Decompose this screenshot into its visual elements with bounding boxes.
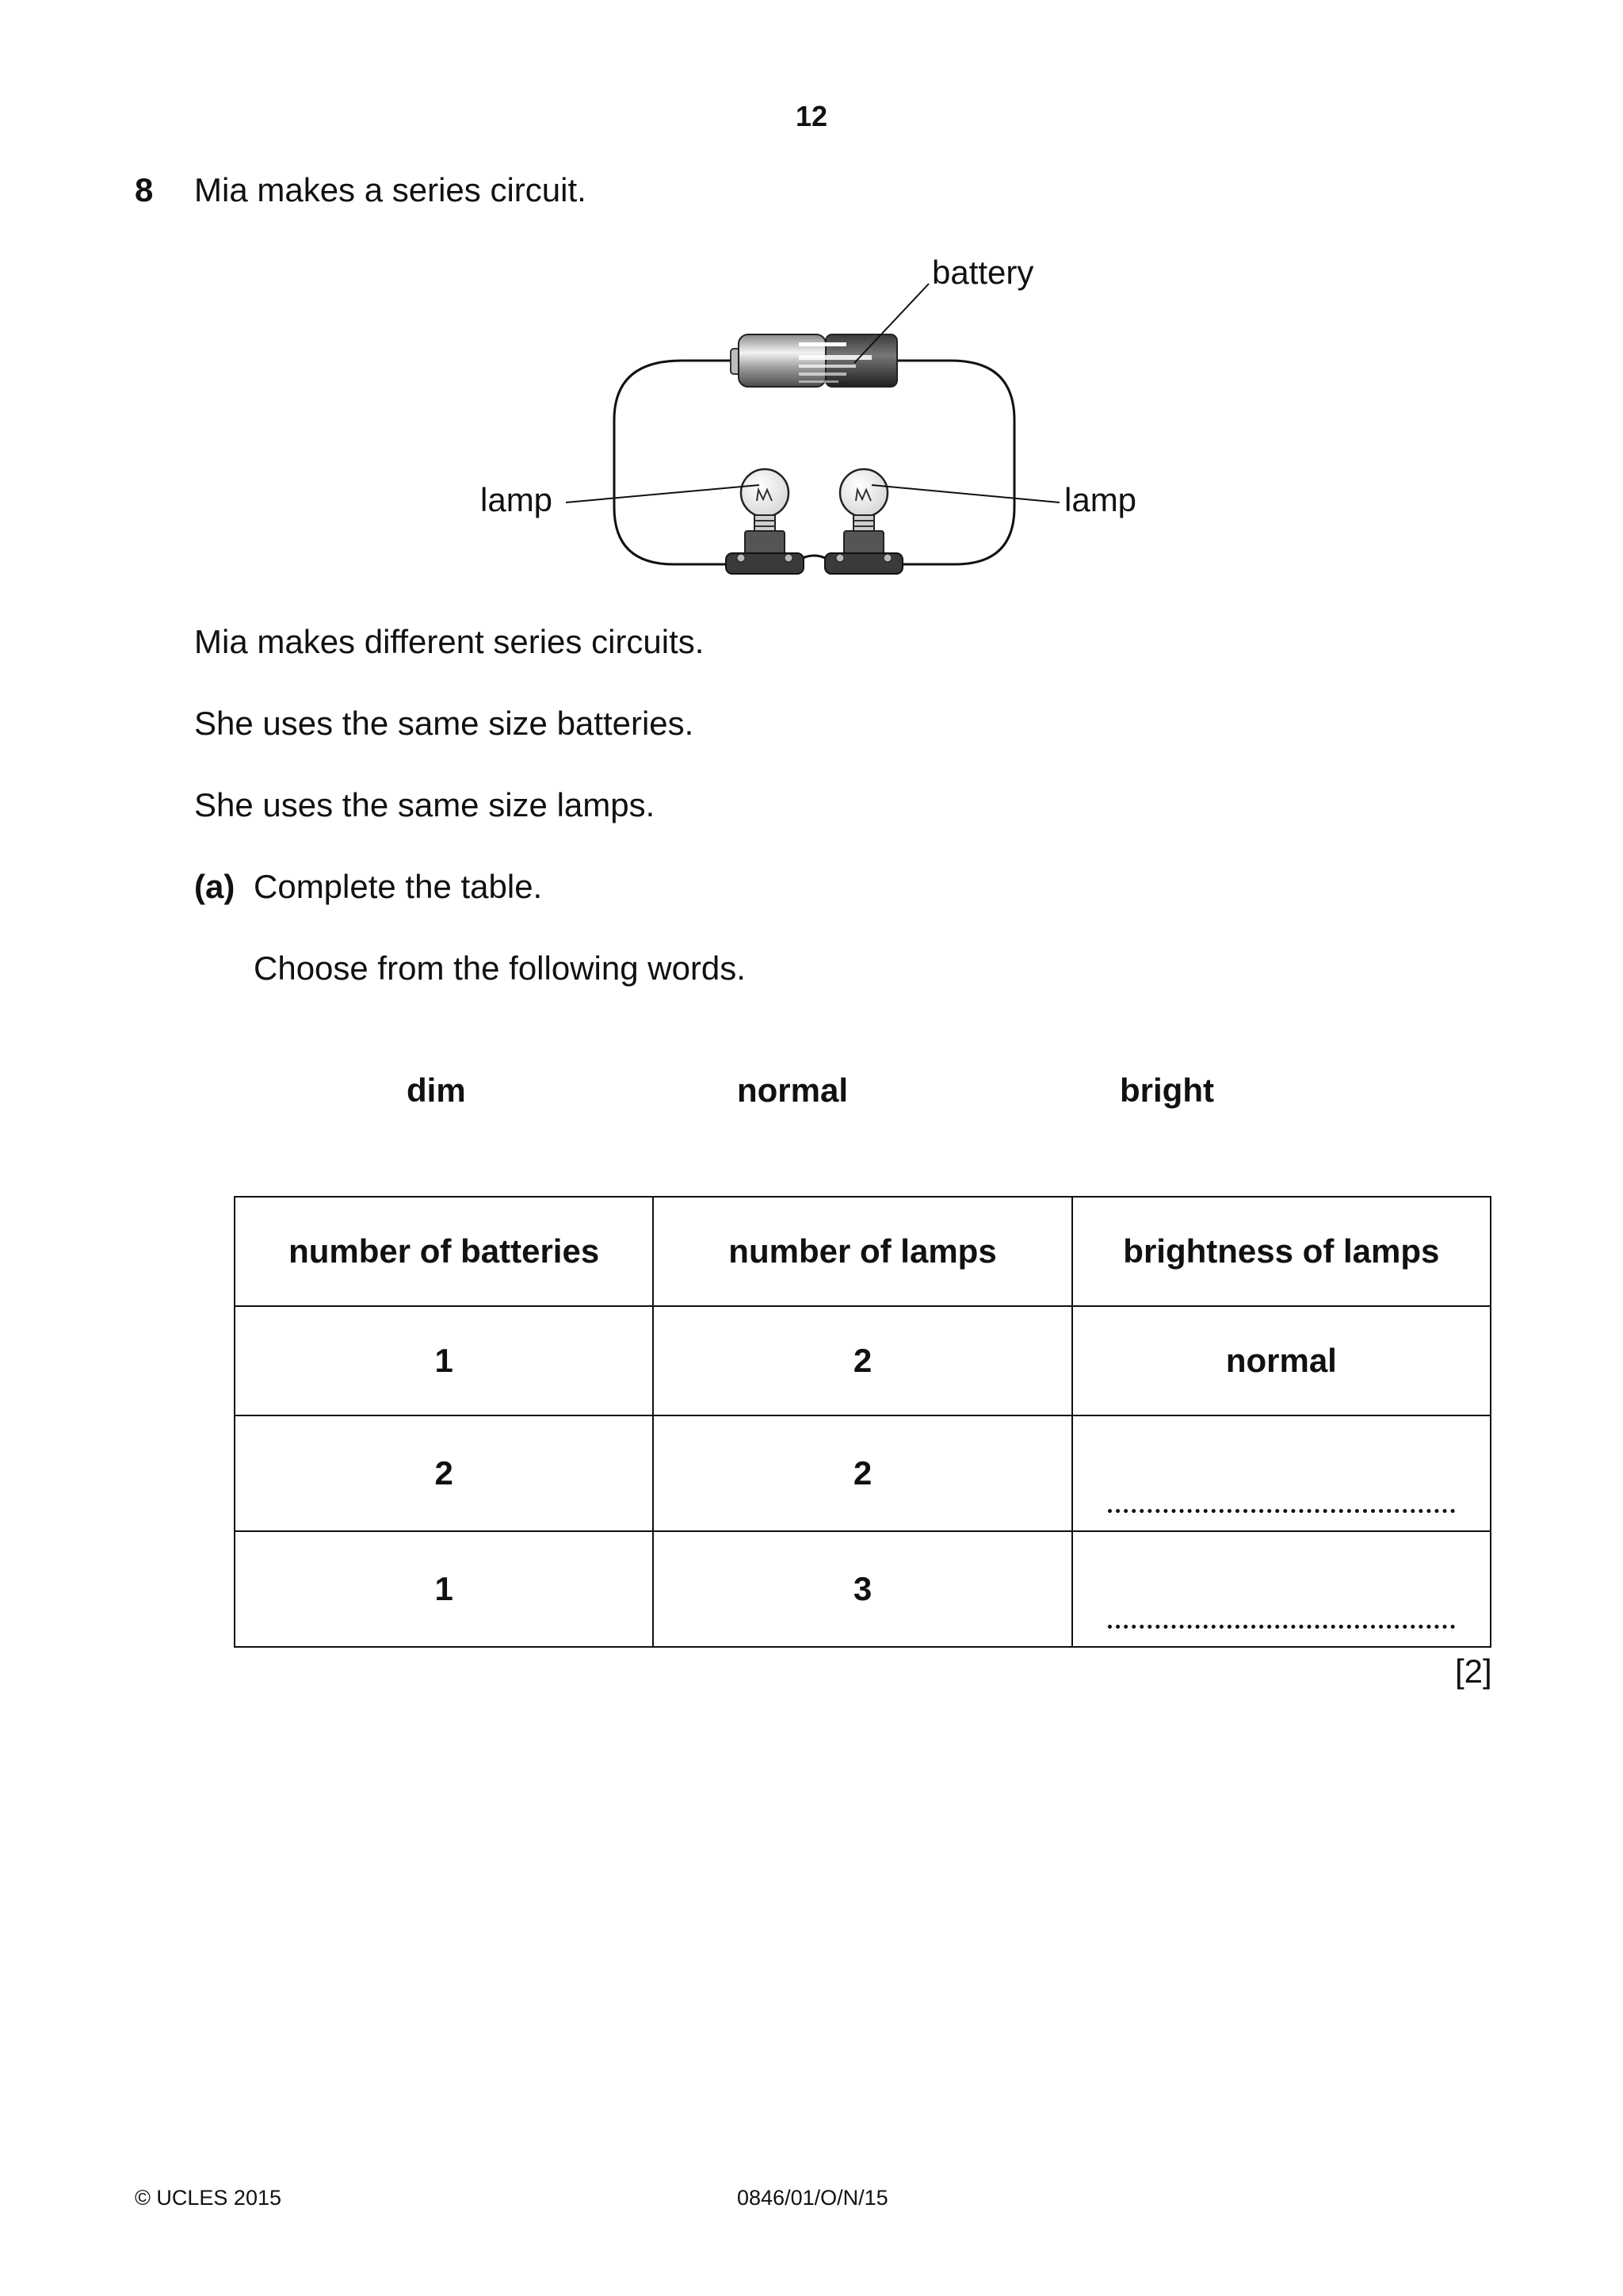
table-cell: 2 <box>235 1415 653 1531</box>
paragraph: She uses the same size lamps. <box>194 786 655 823</box>
question-number: 8 <box>135 171 154 208</box>
table-cell: 1 <box>235 1531 653 1647</box>
table-cell: 1 <box>235 1306 653 1415</box>
table-row <box>235 1415 1491 1531</box>
answer-line[interactable] <box>1108 1509 1455 1513</box>
header-number-of-lamps: number of lamps <box>653 1197 1071 1306</box>
lamp-label-left: lamp <box>480 481 553 518</box>
lamp-icon <box>726 469 804 574</box>
lamp-icon <box>825 469 903 574</box>
table-cell: 2 <box>653 1415 1071 1531</box>
paper-code-footer: 0846/01/O/N/15 <box>737 2186 888 2210</box>
table-cell: 2 <box>653 1306 1071 1415</box>
question-stem: Mia makes a series circuit. <box>194 171 586 208</box>
word-choice-bright: bright <box>1120 1072 1214 1109</box>
circuit-wires <box>614 361 1014 564</box>
paragraph: She uses the same size batteries. <box>194 705 694 742</box>
table-row <box>235 1306 1491 1415</box>
answer-cell[interactable] <box>1072 1531 1491 1647</box>
results-table <box>234 1196 1491 1648</box>
part-a-label: (a) <box>194 868 235 905</box>
answer-line[interactable] <box>1108 1625 1455 1629</box>
lamp-label-right: lamp <box>1064 481 1137 518</box>
battery-icon <box>731 334 897 387</box>
label-leader-lines <box>566 284 1060 502</box>
series-circuit-diagram <box>444 238 1189 610</box>
part-a-instruction: Complete the table. <box>254 868 543 905</box>
page-number: 12 <box>795 100 828 132</box>
table-header-row <box>235 1197 1491 1306</box>
choose-instruction: Choose from the following words. <box>254 949 746 987</box>
battery-label: battery <box>932 254 1034 291</box>
header-brightness-of-lamps: brightness of lamps <box>1072 1197 1491 1306</box>
table-row <box>235 1531 1491 1647</box>
table-cell: normal <box>1072 1306 1491 1415</box>
header-number-of-batteries: number of batteries <box>235 1197 653 1306</box>
marks-indicator: [2] <box>1455 1652 1492 1690</box>
table-cell: 3 <box>653 1531 1071 1647</box>
answer-cell[interactable] <box>1072 1415 1491 1531</box>
word-choice-normal: normal <box>737 1072 849 1109</box>
copyright-footer: © UCLES 2015 <box>135 2186 281 2210</box>
word-choice-dim: dim <box>407 1072 466 1109</box>
paragraph: Mia makes different series circuits. <box>194 623 705 660</box>
